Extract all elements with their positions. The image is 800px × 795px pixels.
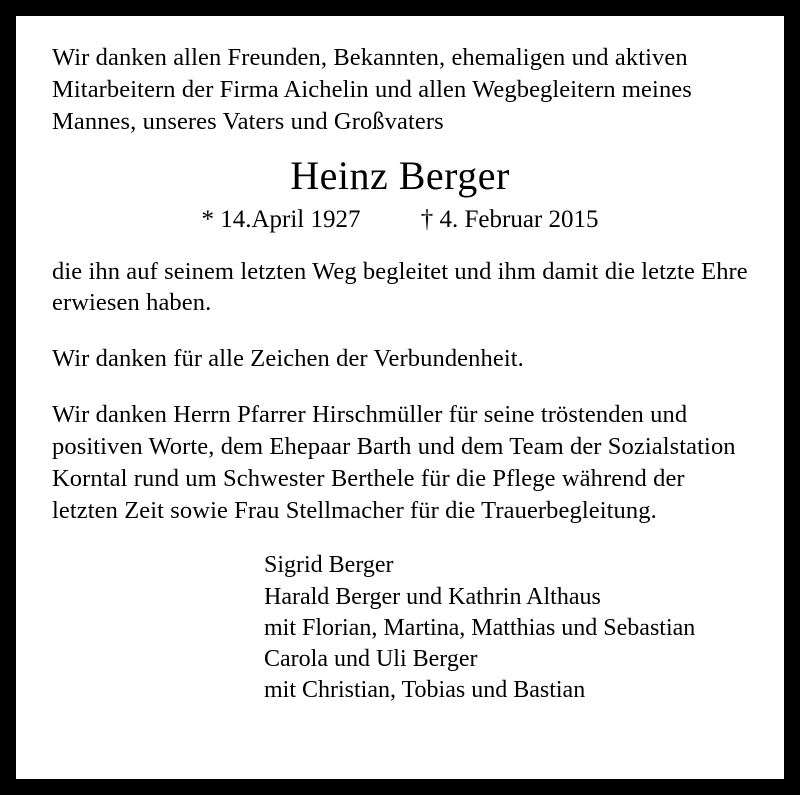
paragraph-thanks-funeral: die ihn auf seinem letzten Weg begleitet und ihm damit die letzte Ehre erwiesen haben. bbox=[52, 257, 748, 317]
deceased-name: Heinz Berger bbox=[290, 152, 510, 198]
birth-date: * 14.April 1927 bbox=[201, 205, 361, 233]
deceased-name-block bbox=[52, 154, 748, 198]
signature-line: Carola und Uli Berger bbox=[264, 646, 478, 672]
signature-block bbox=[52, 550, 748, 706]
signature-line: mit Florian, Martina, Matthias und Sebastian bbox=[264, 614, 696, 641]
intro-paragraph: Wir danken allen Freunden, Bekannten, ehemaligen und aktiven Mitarbeitern der Firma Aichelin und allen Wegbegleitern meines Mannes, unseres Vaters und Großvaters bbox=[52, 44, 692, 135]
paragraph-thanks-signs: Wir danken für alle Zeichen der Verbundenheit. bbox=[52, 345, 524, 373]
spacer-2 bbox=[52, 375, 748, 399]
life-dates bbox=[52, 206, 748, 234]
spacer-1 bbox=[52, 319, 748, 343]
signature-line: Harald Berger und Kathrin Althaus bbox=[264, 583, 601, 610]
death-date: † 4. Februar 2015 bbox=[420, 205, 599, 233]
signature-line: Sigrid Berger bbox=[264, 552, 394, 579]
signature-line: mit Christian, Tobias und Bastian bbox=[264, 677, 586, 704]
paragraph-thanks-people: Wir danken Herrn Pfarrer Hirschmüller für seine tröstenden und positiven Worte, dem Ehepaar Barth und dem Team der Sozialstation Korntal rund um Schwester Berthele für die Pflege während der letzten Zeit sowie Frau Stellmacher für die Trauerbegleitung. bbox=[52, 401, 736, 524]
notice-inner-frame bbox=[14, 14, 786, 781]
